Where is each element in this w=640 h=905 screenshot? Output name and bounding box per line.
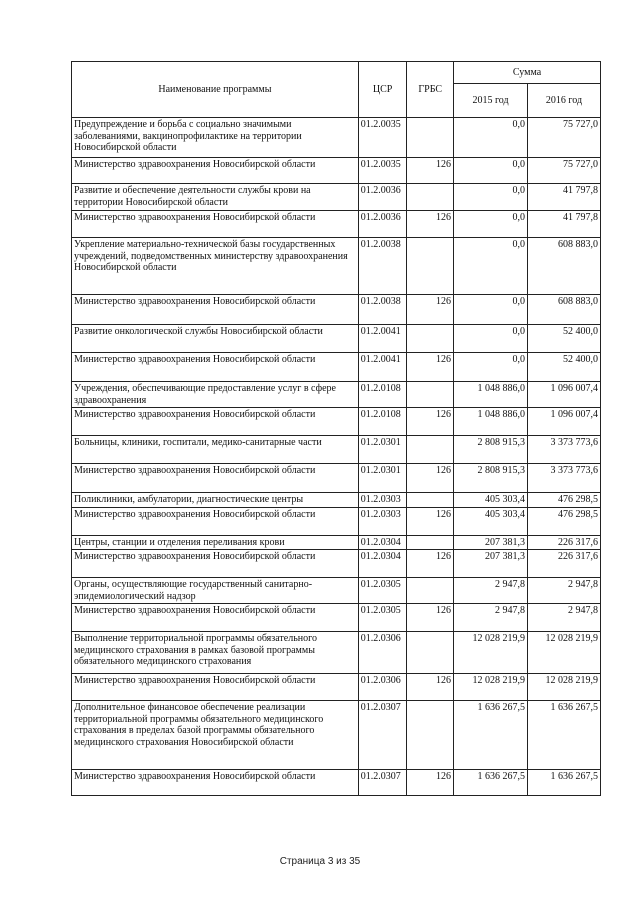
- cell-program-name: Развитие и обеспечение деятельности службы крови на территории Новосибирской области: [72, 184, 359, 211]
- cell-2016: 1 096 007,4: [528, 382, 601, 408]
- cell-program-name: Министерство здравоохранения Новосибирской области: [72, 295, 359, 325]
- cell-csr: 01.2.0035: [358, 158, 407, 184]
- table-row: [72, 674, 601, 701]
- cell-2016: 52 400,0: [528, 353, 601, 382]
- cell-2015: 0,0: [454, 184, 528, 211]
- cell-2015: 2 947,8: [454, 578, 528, 604]
- cell-program-name: Предупреждение и борьба с социально значимыми заболеваниями, вакцинопрофилактике на территории Новосибирской области: [72, 118, 359, 158]
- cell-program-name: Дополнительное финансовое обеспечение реализации территориальной программы обязательного медицинского страхования в пределах базой программы обязательного медицинского страхования Новосибирской области: [72, 701, 359, 770]
- cell-csr: 01.2.0303: [358, 507, 407, 535]
- cell-grbs: 126: [407, 295, 454, 325]
- table-row: [72, 604, 601, 632]
- table-row: [72, 184, 601, 211]
- cell-csr: 01.2.0307: [358, 701, 407, 770]
- cell-2015: 2 947,8: [454, 604, 528, 632]
- cell-grbs: 126: [407, 674, 454, 701]
- header-sum: Сумма: [454, 62, 601, 84]
- cell-program-name: Министерство здравоохранения Новосибирской области: [72, 674, 359, 701]
- cell-csr: 01.2.0038: [358, 295, 407, 325]
- cell-program-name: Министерство здравоохранения Новосибирской области: [72, 211, 359, 238]
- cell-2015: 1 636 267,5: [454, 770, 528, 796]
- cell-csr: 01.2.0304: [358, 535, 407, 550]
- cell-2016: 1 096 007,4: [528, 408, 601, 436]
- cell-program-name: Министерство здравоохранения Новосибирской области: [72, 408, 359, 436]
- cell-2015: 1 636 267,5: [454, 701, 528, 770]
- cell-grbs: [407, 118, 454, 158]
- header-grbs: ГРБС: [407, 62, 454, 118]
- table-row: [72, 325, 601, 353]
- cell-2015: 207 381,3: [454, 535, 528, 550]
- cell-csr: 01.2.0041: [358, 325, 407, 353]
- cell-grbs: [407, 632, 454, 674]
- cell-program-name: Министерство здравоохранения Новосибирской области: [72, 770, 359, 796]
- cell-2015: 0,0: [454, 118, 528, 158]
- cell-2015: 0,0: [454, 353, 528, 382]
- cell-2016: 476 298,5: [528, 507, 601, 535]
- table-row: [72, 295, 601, 325]
- cell-csr: 01.2.0305: [358, 604, 407, 632]
- table-row: [72, 535, 601, 550]
- cell-2015: 207 381,3: [454, 550, 528, 578]
- header-year-2015: 2015 год: [454, 84, 528, 118]
- table-row: [72, 436, 601, 464]
- cell-csr: 01.2.0108: [358, 382, 407, 408]
- cell-2016: 52 400,0: [528, 325, 601, 353]
- cell-grbs: [407, 535, 454, 550]
- table-row: [72, 632, 601, 674]
- table-row: [72, 353, 601, 382]
- cell-csr: 01.2.0306: [358, 632, 407, 674]
- cell-program-name: Министерство здравоохранения Новосибирской области: [72, 507, 359, 535]
- table-row: [72, 118, 601, 158]
- cell-grbs: 126: [407, 353, 454, 382]
- cell-grbs: 126: [407, 507, 454, 535]
- table-row: [72, 493, 601, 508]
- cell-program-name: Больницы, клиники, госпитали, медико-санитарные части: [72, 436, 359, 464]
- cell-csr: 01.2.0036: [358, 184, 407, 211]
- table-header: [72, 62, 601, 118]
- table-row: [72, 507, 601, 535]
- table-row: [72, 211, 601, 238]
- cell-2015: 0,0: [454, 238, 528, 295]
- cell-program-name: Министерство здравоохранения Новосибирской области: [72, 353, 359, 382]
- cell-2016: 226 317,6: [528, 550, 601, 578]
- budget-table: [71, 61, 601, 796]
- cell-2016: 608 883,0: [528, 238, 601, 295]
- cell-2015: 12 028 219,9: [454, 674, 528, 701]
- cell-program-name: Министерство здравоохранения Новосибирской области: [72, 604, 359, 632]
- cell-csr: 01.2.0038: [358, 238, 407, 295]
- header-year-2016: 2016 год: [528, 84, 601, 118]
- cell-grbs: 126: [407, 158, 454, 184]
- table-row: [72, 550, 601, 578]
- cell-2015: 1 048 886,0: [454, 382, 528, 408]
- cell-csr: 01.2.0108: [358, 408, 407, 436]
- cell-2016: 75 727,0: [528, 158, 601, 184]
- table-body: [72, 118, 601, 796]
- cell-csr: 01.2.0041: [358, 353, 407, 382]
- cell-2016: 41 797,8: [528, 184, 601, 211]
- cell-2015: 405 303,4: [454, 507, 528, 535]
- table-row: [72, 578, 601, 604]
- cell-2015: 0,0: [454, 295, 528, 325]
- cell-2016: 1 636 267,5: [528, 770, 601, 796]
- cell-grbs: [407, 238, 454, 295]
- cell-csr: 01.2.0306: [358, 674, 407, 701]
- cell-2015: 405 303,4: [454, 493, 528, 508]
- table-row: [72, 238, 601, 295]
- page-number: Страница 3 из 35: [279, 856, 361, 867]
- cell-grbs: 126: [407, 464, 454, 493]
- cell-2016: 3 373 773,6: [528, 436, 601, 464]
- cell-program-name: Укрепление материально-технической базы государственных учреждений, подведомственных министерству здравоохранения Новосибирской области: [72, 238, 359, 295]
- cell-csr: 01.2.0305: [358, 578, 407, 604]
- cell-program-name: Центры, станции и отделения переливания крови: [72, 535, 359, 550]
- cell-2016: 41 797,8: [528, 211, 601, 238]
- cell-csr: 01.2.0035: [358, 118, 407, 158]
- cell-grbs: [407, 701, 454, 770]
- cell-csr: 01.2.0304: [358, 550, 407, 578]
- cell-grbs: [407, 436, 454, 464]
- cell-2015: 0,0: [454, 158, 528, 184]
- cell-grbs: 126: [407, 550, 454, 578]
- header-program-name: Наименование программы: [72, 62, 359, 118]
- cell-2016: 12 028 219,9: [528, 674, 601, 701]
- cell-grbs: 126: [407, 211, 454, 238]
- table-row: [72, 770, 601, 796]
- cell-2016: 476 298,5: [528, 493, 601, 508]
- cell-2015: 1 048 886,0: [454, 408, 528, 436]
- cell-csr: 01.2.0307: [358, 770, 407, 796]
- cell-2015: 12 028 219,9: [454, 632, 528, 674]
- cell-2016: 75 727,0: [528, 118, 601, 158]
- cell-csr: 01.2.0301: [358, 464, 407, 493]
- cell-csr: 01.2.0303: [358, 493, 407, 508]
- header-csr: ЦСР: [358, 62, 407, 118]
- cell-grbs: 126: [407, 770, 454, 796]
- cell-program-name: Органы, осуществляющие государственный санитарно-эпидемиологический надзор: [72, 578, 359, 604]
- cell-program-name: Министерство здравоохранения Новосибирской области: [72, 550, 359, 578]
- cell-2015: 0,0: [454, 325, 528, 353]
- cell-2016: 608 883,0: [528, 295, 601, 325]
- cell-grbs: [407, 184, 454, 211]
- cell-2016: 226 317,6: [528, 535, 601, 550]
- cell-2016: 12 028 219,9: [528, 632, 601, 674]
- cell-2016: 1 636 267,5: [528, 701, 601, 770]
- table-row: [72, 158, 601, 184]
- cell-grbs: [407, 493, 454, 508]
- cell-program-name: Развитие онкологической службы Новосибирской области: [72, 325, 359, 353]
- cell-csr: 01.2.0036: [358, 211, 407, 238]
- cell-grbs: 126: [407, 604, 454, 632]
- cell-2016: 2 947,8: [528, 604, 601, 632]
- cell-program-name: Министерство здравоохранения Новосибирской области: [72, 158, 359, 184]
- cell-program-name: Выполнение территориальной программы обязательного медицинского страхования в рамках базовой программы обязательного медицинского страхования: [72, 632, 359, 674]
- cell-2015: 0,0: [454, 211, 528, 238]
- cell-2015: 2 808 915,3: [454, 464, 528, 493]
- cell-program-name: Министерство здравоохранения Новосибирской области: [72, 464, 359, 493]
- table-row: [72, 701, 601, 770]
- cell-2016: 3 373 773,6: [528, 464, 601, 493]
- cell-grbs: [407, 382, 454, 408]
- cell-grbs: [407, 325, 454, 353]
- table-row: [72, 382, 601, 408]
- cell-2016: 2 947,8: [528, 578, 601, 604]
- cell-grbs: [407, 578, 454, 604]
- cell-grbs: 126: [407, 408, 454, 436]
- cell-2015: 2 808 915,3: [454, 436, 528, 464]
- cell-program-name: Поликлиники, амбулатории, диагностические центры: [72, 493, 359, 508]
- table-row: [72, 408, 601, 436]
- table-row: [72, 464, 601, 493]
- cell-program-name: Учреждения, обеспечивающие предоставление услуг в сфере здравоохранения: [72, 382, 359, 408]
- cell-csr: 01.2.0301: [358, 436, 407, 464]
